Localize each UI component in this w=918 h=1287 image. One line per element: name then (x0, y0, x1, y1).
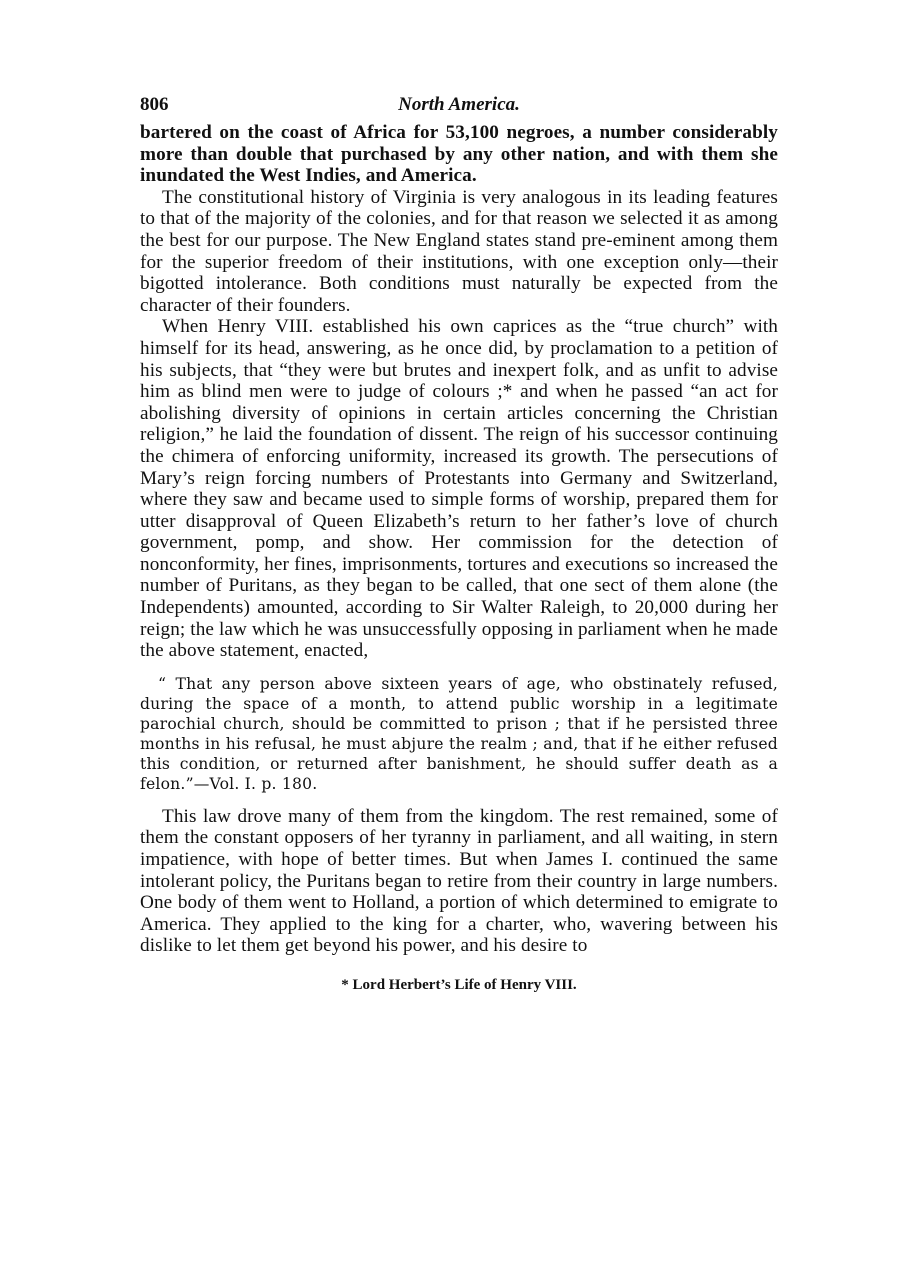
body-text (140, 122, 778, 957)
quote-text: “ That any person above sixteen years of age, who obstinately refused, during the space of a month, to attend public worship in a legitimate parochial church, should be committed to prison ; that if he persisted three months in his refusal, he must abjure the realm ; and, that if he either refused this condition, or returned after banishment, he should suffer death as a felon.”—Vol. I. p. 180. (140, 674, 778, 793)
paragraph-henry: When Henry VIII. established his own caprices as the “true church” with himself for its head, answering, as he once did, by proclamation to a petition of his subjects, that “they were but brutes and inexpert folk, and as unfit to advise him as blind men were to judge of colours ;* and when he passed “an act for abolishing diversity of opinions in certain articles concerning the Christian religion,” he laid the foundation of dissent. The reign of his successor continuing the chimera of enforcing uniformity, increased its growth. The persecutions of Mary’s reign forcing numbers of Protestants into Germany and Switzerland, where they saw and became used to simple forms of worship, prepared them for utter disapproval of Queen Elizabeth’s return to her father’s love of church government, pomp, and show. Her commission for the detection of nonconformity, her fines, imprisonments, tortures and executions so increased the number of Puritans, as they began to be called, that one sect of them alone (the Independents) amounted, according to Sir Walter Raleigh, to 20,000 during her reign; the law which he was unsuccessfully opposing in parliament when he made the above statement, enacted, (140, 316, 778, 662)
book-page (140, 88, 778, 994)
running-title: North America. (398, 94, 520, 115)
paragraph-virginia: The constitutional history of Virginia is very analogous in its leading features to that of the majority of the colonies, and for that reason we selected it as among the best for our purpose. The New England states stand pre-eminent among them for the superior freedom of their institutions, with one exception only—their bigotted intolerance. Both conditions must naturally be expected from the character of their founders. (140, 186, 778, 316)
footnote: * Lord Herbert’s Life of Henry VIII. (341, 977, 577, 993)
page-number: 806 (140, 94, 169, 115)
block-quote (140, 674, 778, 794)
paragraph-closing: This law drove many of them from the kingdom. The rest remained, some of them the constant opposers of her tyranny in parliament, and all waiting, in stern impatience, with hope of better times. But when James I. continued the same intolerant policy, the Puritans began to retire from their country in large numbers. One body of them went to Holland, a portion of which determined to emigrate to America. They applied to the king for a charter, who, wavering between his dislike to let them get beyond his power, and his desire to (140, 805, 778, 957)
paragraph-continued: bartered on the coast of Africa for 53,100 negroes, a number considerably more than double that purchased by any other nation, and with them she inundated the West Indies, and America. (140, 122, 778, 187)
page-header (140, 88, 778, 122)
